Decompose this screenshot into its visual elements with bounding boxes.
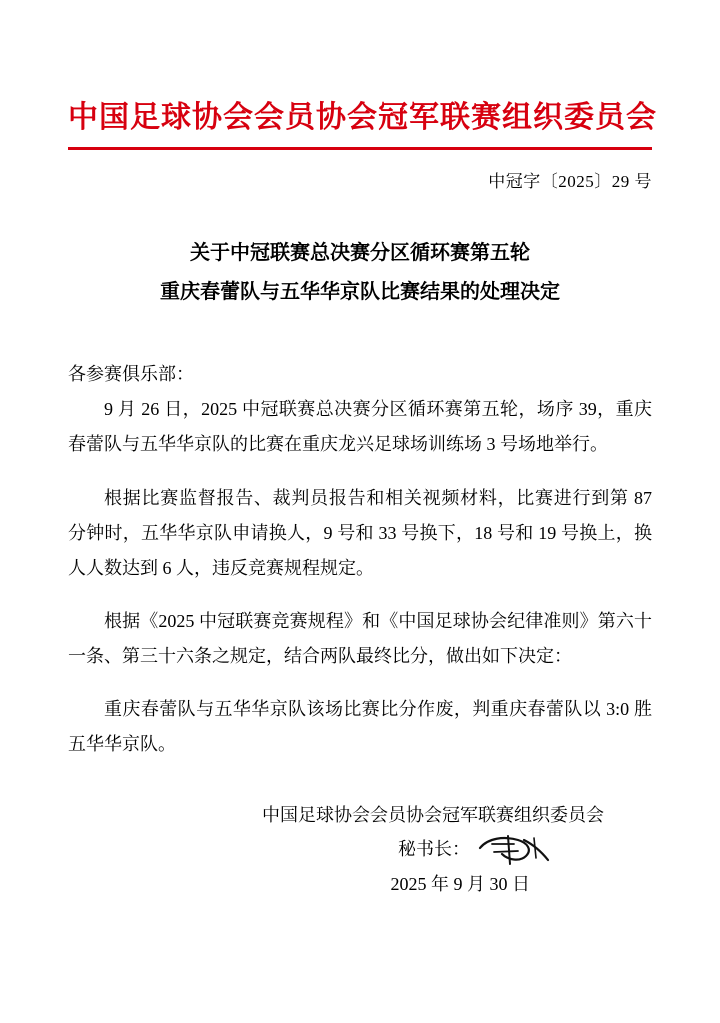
signature-date: 2025 年 9 月 30 日 (390, 873, 530, 894)
document-title-line-2: 重庆春蕾队与五华华京队比赛结果的处理决定 (160, 281, 560, 303)
body-paragraph-2: 根据比赛监督报告、裁判员报告和相关视频材料，比赛进行到第 87 分钟时，五华华京队申请换人，9 号和 33 号换下，18 号和 19 号换上，换人人数达到 6 人，违反竞赛规程规定。 (68, 487, 652, 578)
signature-role-line (68, 832, 616, 866)
document-number: 中冠字〔2025〕29 号 (488, 172, 652, 191)
issuing-organization-title: 中国足球协会会员协会冠军联赛组织委员会 (68, 101, 657, 134)
signature-block (68, 798, 652, 901)
red-header-divider (68, 147, 652, 150)
document-title (68, 234, 652, 312)
signature-role-label: 秘书长： (398, 839, 470, 860)
body-paragraph-3: 根据《2025 中冠联赛竞赛规程》和《中国足球协会纪律准则》第六十一条、第三十六条之规定，结合两队最终比分，做出如下决定： (68, 610, 652, 666)
body-paragraph-1: 9 月 26 日，2025 中冠联赛总决赛分区循环赛第五轮，场序 39，重庆春蕾队与五华华京队的比赛在重庆龙兴足球场训练场 3 号场地举行。 (68, 399, 652, 455)
body-paragraph-4: 重庆春蕾队与五华华京队该场比赛比分作废，判重庆春蕾队以 3:0 胜五华华京队。 (68, 699, 652, 755)
document-title-line-1: 关于中冠联赛总决赛分区循环赛第五轮 (190, 242, 530, 264)
handwritten-signature-icon (474, 838, 558, 864)
addressee-line: 各参赛俱乐部： (68, 364, 194, 384)
signature-organization: 中国足球协会会员协会冠军联赛组织委员会 (262, 805, 604, 826)
